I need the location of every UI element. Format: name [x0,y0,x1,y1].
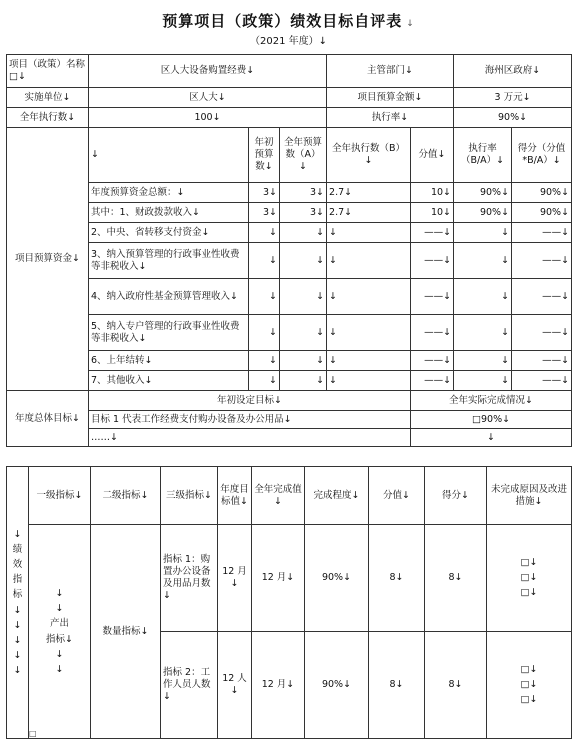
side-char: ↓ [13,634,22,646]
budget-row-points: ——↓ [512,243,572,279]
budget-row-exec: ↓ [327,243,411,279]
budget-row [7,371,572,391]
side-char: 标 [12,589,23,601]
budget-row-exec: ↓ [327,223,411,243]
perf-points: 8↓ [425,525,487,632]
budget-section-label: 项目预算资金↓ [7,128,89,391]
exec-row [7,108,572,128]
l1-line: 产出 [49,618,69,630]
perf-header-l1: 一级指标↓ [29,467,91,525]
budget-row-points: ——↓ [512,315,572,351]
performance-table [6,466,572,739]
side-char: ↓ [13,619,22,631]
document-title [0,10,577,31]
budget-row-initial: ↓ [249,315,280,351]
project-name-value: 区人大设备购置经费↓ [89,55,327,88]
checkbox[interactable]: □↓ [520,586,538,598]
budget-row-score: 10↓ [411,183,454,203]
budget-row-initial: ↓ [249,279,280,315]
budget-row-exec: 2.7↓ [327,203,411,223]
exec-rate-value: 90%↓ [454,108,572,128]
budget-row-rate: 90%↓ [454,183,512,203]
budget-row-rate: ↓ [454,223,512,243]
budget-row-annual: 3↓ [280,203,327,223]
budget-row-exec: 2.7↓ [327,183,411,203]
budget-row-annual: 3↓ [280,183,327,203]
budget-header-blank: ↓ [89,128,249,183]
perf-header-l3: 三级指标↓ [161,467,218,525]
budget-row [7,183,572,203]
budget-row [7,223,572,243]
budget-row-score: ——↓ [411,351,454,371]
budget-row-initial: ↓ [249,371,280,391]
budget-row-initial: ↓ [249,223,280,243]
budget-row-rate: ↓ [454,279,512,315]
budget-row-rate: ↓ [454,243,512,279]
perf-header-target: 年度目标值↓ [218,467,252,525]
impl-value: 区人大↓ [89,88,327,108]
side-char: 效 [12,558,23,570]
title-text: 预算项目（政策）绩效目标自评表 [162,12,403,30]
perf-done: 12 月↓ [252,632,305,739]
perf-done: 12 月↓ [252,525,305,632]
budget-row-name: 2、中央、省转移支付资金↓ [89,223,249,243]
perf-degree: 90%↓ [305,525,369,632]
budget-header-score: 分值↓ [411,128,454,183]
budget-row-points: ——↓ [512,371,572,391]
budget-row-points: 90%↓ [512,183,572,203]
budget-row-exec: ↓ [327,315,411,351]
budget-row-points: ——↓ [512,279,572,315]
perf-reason [487,632,572,739]
budget-row-rate: 90%↓ [454,203,512,223]
budget-row-rate: ↓ [454,315,512,351]
goal-more-actual: ↓ [411,429,572,447]
budget-row-name: 年度预算资金总额：↓ [89,183,249,203]
side-char: ↓ [13,604,22,616]
exec-count-value: 100↓ [89,108,327,128]
goal-label: 年度总体目标↓ [7,391,89,447]
goal-actual-text: □90%↓ [411,411,572,429]
budget-header-annual: 全年预算数（A）↓ [280,128,327,183]
perf-side-label [7,467,29,739]
budget-row [7,351,572,371]
budget-row-annual: ↓ [280,279,327,315]
perf-header-done: 全年完成值↓ [252,467,305,525]
perf-header-points: 得分↓ [425,467,487,525]
perf-row [7,525,572,632]
budget-row-points: ——↓ [512,223,572,243]
budget-row-score: 10↓ [411,203,454,223]
budget-amount-value: 3 万元↓ [454,88,572,108]
goal-header-row [7,391,572,411]
perf-header-row [7,467,572,525]
budget-table [6,54,572,447]
budget-row-annual: ↓ [280,315,327,351]
budget-row [7,279,572,315]
impl-row [7,88,572,108]
budget-row-name: 5、纳入专户管理的行政事业性收费等非税收入↓ [89,315,249,351]
perf-score: 8↓ [369,632,425,739]
document-subtitle: （2021 年度）↓ [249,36,327,47]
checkbox[interactable]: □↓ [520,679,538,691]
budget-amount-label: 项目预算金额↓ [327,88,454,108]
l1-line: ↓ [55,648,64,660]
budget-header-rate: 执行率（B/A）↓ [454,128,512,183]
budget-row-score: ——↓ [411,371,454,391]
dept-value: 海州区政府↓ [454,55,572,88]
checkbox[interactable]: □↓ [520,693,538,705]
perf-score: 8↓ [369,525,425,632]
side-char: ↓ [13,528,22,540]
budget-row-points: 90%↓ [512,203,572,223]
budget-row-annual: ↓ [280,351,327,371]
perf-reason [487,525,572,632]
checkbox[interactable]: □↓ [520,572,538,584]
title-return-mark: ↓ [406,19,415,29]
budget-row [7,315,572,351]
budget-header-points: 得分（分值*B/A）↓ [512,128,572,183]
project-name-label: 项目（政策）名称□↓ [7,55,89,88]
perf-l1-value [29,525,91,739]
goal-more-row [7,429,572,447]
budget-row-initial: ↓ [249,351,280,371]
side-char: 指 [12,574,23,586]
budget-row-exec: ↓ [327,371,411,391]
goal-row [7,411,572,429]
budget-row-name: 其中：1、财政拨款收入↓ [89,203,249,223]
side-char: ↓ [13,665,22,677]
impl-label: 实施单位↓ [7,88,89,108]
budget-row [7,243,572,279]
perf-target: 12 月↓ [218,525,252,632]
budget-header-exec: 全年执行数（B）↓ [327,128,411,183]
budget-row-name: 6、上年结转↓ [89,351,249,371]
perf-points: 8↓ [425,632,487,739]
budget-row-score: ——↓ [411,243,454,279]
budget-header-initial: 年初预算数↓ [249,128,280,183]
budget-row-rate: ↓ [454,371,512,391]
budget-row-rate: ↓ [454,351,512,371]
budget-row-annual: ↓ [280,223,327,243]
budget-row-name: 3、纳入预算管理的行政事业性收费等非税收入↓ [89,243,249,279]
project-name-row [7,55,572,88]
budget-row-score: ——↓ [411,279,454,315]
l1-line: ↓ [55,603,64,615]
budget-row-initial: ↓ [249,243,280,279]
budget-row-annual: ↓ [280,371,327,391]
exec-rate-label: 执行率↓ [327,108,454,128]
budget-row-score: ——↓ [411,315,454,351]
goal-more-text: ……↓ [89,429,411,447]
budget-row-name: 7、其他收入↓ [89,371,249,391]
side-char: 绩 [12,543,23,555]
exec-count-label: 全年执行数↓ [7,108,89,128]
perf-header-reason: 未完成原因及改进措施↓ [487,467,572,525]
checkbox[interactable]: □↓ [520,664,538,676]
perf-header-l2: 二级指标↓ [91,467,161,525]
perf-l3: 指标 1：购置办公设备及用品月数↓ [161,525,218,632]
goal-initial-text: 目标 1 代表工作经费支付购办设备及办公用品↓ [89,411,411,429]
budget-header-row [7,128,572,183]
side-char: ↓ [13,650,22,662]
budget-row-name: 4、纳入政府性基金预算管理收入↓ [89,279,249,315]
perf-degree: 90%↓ [305,632,369,739]
dept-label: 主管部门↓ [327,55,454,88]
perf-header-degree: 完成程度↓ [305,467,369,525]
budget-row-initial: 3↓ [249,203,280,223]
end-mark: □ [29,729,37,738]
goal-actual-header: 全年实际完成情况↓ [411,391,572,411]
budget-row-score: ——↓ [411,223,454,243]
perf-target: 12 人↓ [218,632,252,739]
budget-row-initial: 3↓ [249,183,280,203]
budget-row [7,203,572,223]
budget-row-exec: ↓ [327,351,411,371]
goal-initial-header: 年初设定目标↓ [89,391,411,411]
budget-row-exec: ↓ [327,279,411,315]
perf-l2-value: 数量指标↓ [91,525,161,739]
l1-line: ↓ [55,663,64,675]
budget-row-points: ——↓ [512,351,572,371]
l1-line: ↓ [55,587,64,599]
budget-row-annual: ↓ [280,243,327,279]
perf-l3: 指标 2：工作人员人数↓ [161,632,218,739]
perf-header-score: 分值↓ [369,467,425,525]
checkbox[interactable]: □↓ [520,557,538,569]
l1-line: 指标↓ [46,633,73,645]
